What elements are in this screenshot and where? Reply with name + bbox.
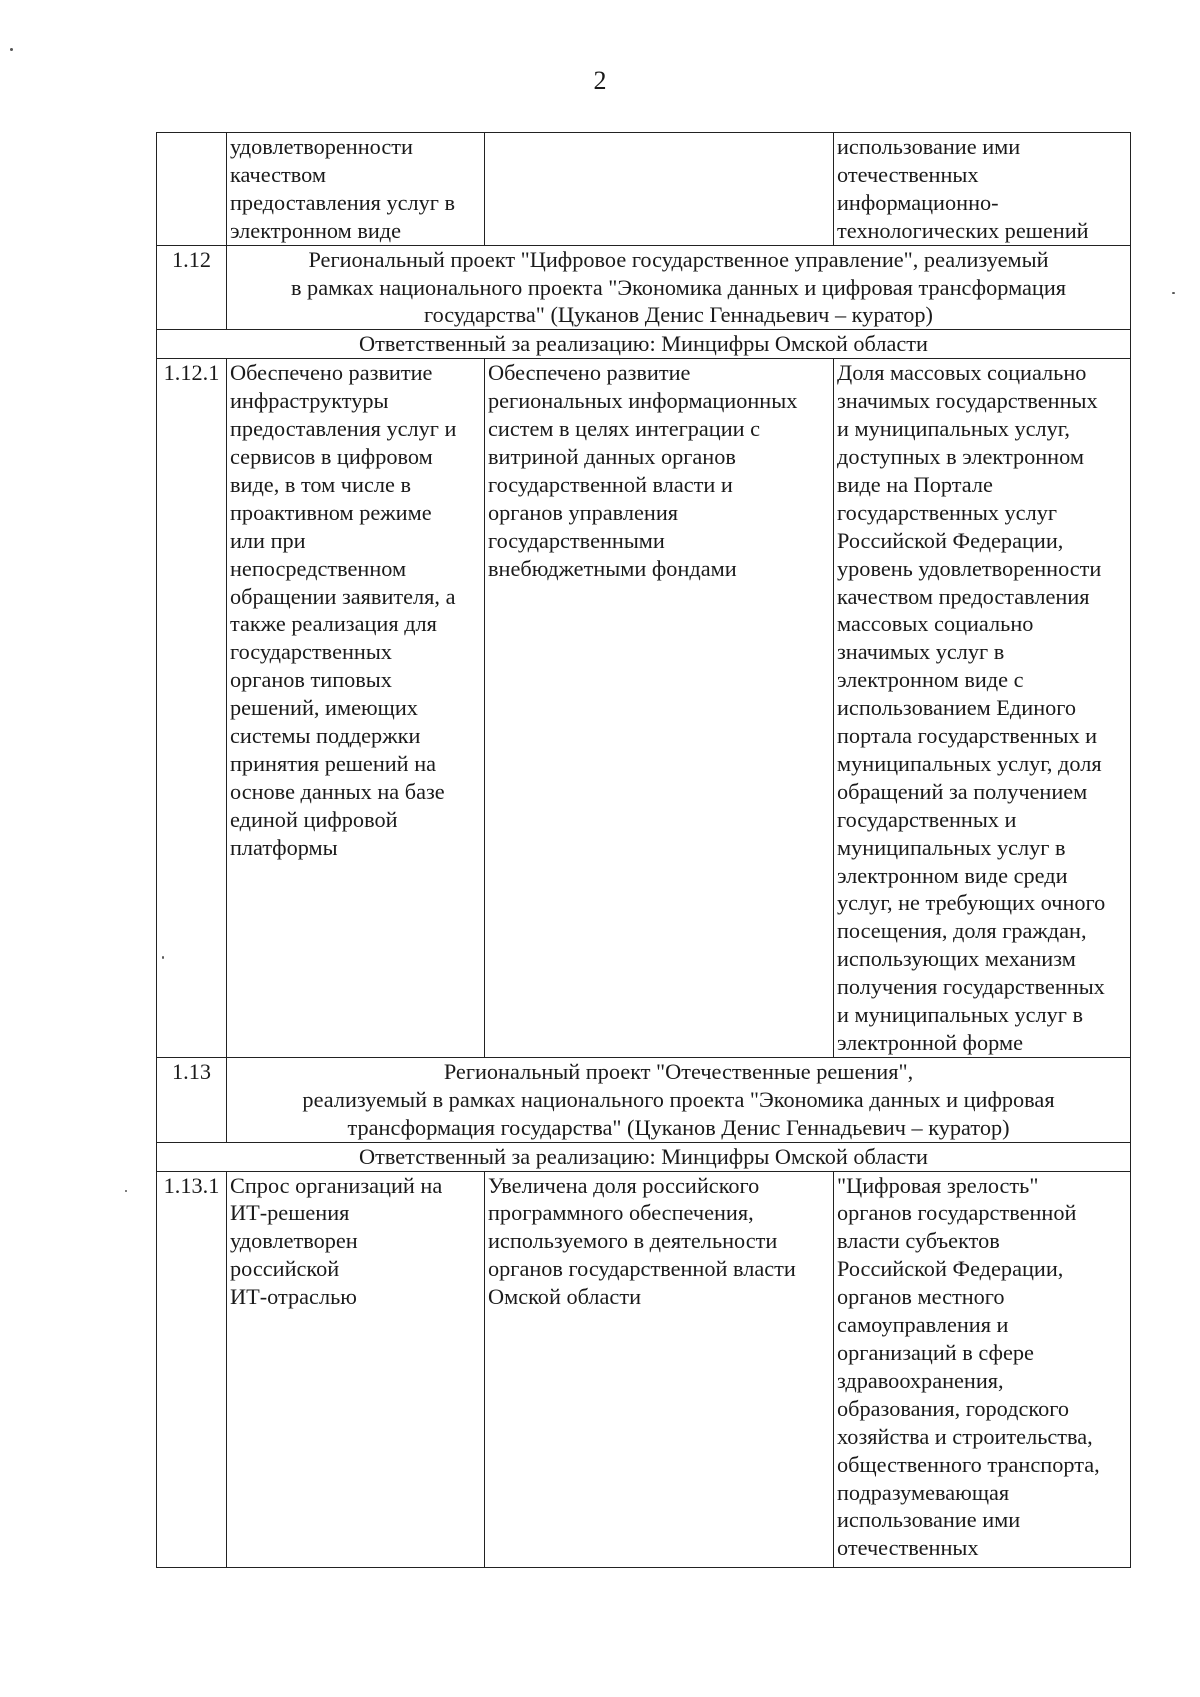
responsible-row <box>157 330 1131 359</box>
section-header-row <box>157 245 1131 330</box>
section-number: 1.12 <box>157 245 227 330</box>
scan-speck <box>125 1190 127 1192</box>
task-cell: удовлетворенности качеством предоставления услуг в электронном виде <box>227 133 485 246</box>
section-title: Региональный проект "Цифровое государственное управление", реализуемый в рамках национального проекта "Экономика данных и цифровая трансформация государства" (Цуканов Денис Геннадьевич – куратор) <box>227 245 1131 330</box>
indicator-cell: "Цифровая зрелость" органов государственной власти субъектов Российской Федерации, органов местного самоуправления и организаций в сфере здравоохранения, образования, городского хозяйства и строительства, общественного транспорта, подразумевающая использование ими отечественных <box>834 1171 1131 1567</box>
result-cell: Обеспечено развитие региональных информационных систем в целях интеграции с витриной данных органов государственной власти и органов управления государственными внебюджетными фондами <box>485 359 834 1058</box>
page-number: 2 <box>593 66 607 95</box>
task-cell: Спрос организаций на ИТ-решения удовлетворен российской ИТ-отраслью <box>227 1171 485 1567</box>
task-cell: Обеспечено развитие инфраструктуры предоставления услуг и сервисов в цифровом виде, в том числе в проактивном режиме или при непосредственном обращении заявителя, а также реализация для государственных органов типовых решений, имеющих системы поддержки принятия решений на основе данных на базе единой цифровой платформы <box>227 359 485 1058</box>
scan-speck <box>1172 292 1175 294</box>
table-row-continuation <box>157 133 1131 246</box>
row-number-cell <box>157 133 227 246</box>
table-row <box>157 1171 1131 1567</box>
result-cell <box>485 133 834 246</box>
result-cell: Увеличена доля российского программного обеспечения, используемого в деятельности органов государственной власти Омской области <box>485 1171 834 1567</box>
indicator-cell: использование ими отечественных информационно- технологических решений <box>834 133 1131 246</box>
responsible-text: Ответственный за реализацию: Минцифры Омской области <box>157 1142 1131 1171</box>
responsible-text: Ответственный за реализацию: Минцифры Омской области <box>157 330 1131 359</box>
section-header-row <box>157 1057 1131 1142</box>
section-number: 1.13 <box>157 1057 227 1142</box>
document-table <box>156 132 1131 1568</box>
row-number-cell: 1.13.1 <box>157 1171 227 1567</box>
responsible-row <box>157 1142 1131 1171</box>
section-title: Региональный проект "Отечественные решения", реализуемый в рамках национального проекта "Экономика данных и цифровая трансформация государства" (Цуканов Денис Геннадьевич – куратор) <box>227 1057 1131 1142</box>
table-row <box>157 359 1131 1058</box>
scan-speck <box>162 956 164 959</box>
scan-speck <box>10 48 13 51</box>
row-number-cell: 1.12.1 <box>157 359 227 1058</box>
indicator-cell: Доля массовых социально значимых государственных и муниципальных услуг, доступных в электронном виде на Портале государственных услуг Российской Федерации, уровень удовлетворенности качеством предоставления массовых социально значимых услуг в электронном виде с использованием Единого портала государственных и муниципальных услуг, доля обращений за получением государственных и муниципальных услуг в электронном виде среди услуг, не требующих очного посещения, доля граждан, использующих механизм получения государственных и муниципальных услуг в электронной форме <box>834 359 1131 1058</box>
